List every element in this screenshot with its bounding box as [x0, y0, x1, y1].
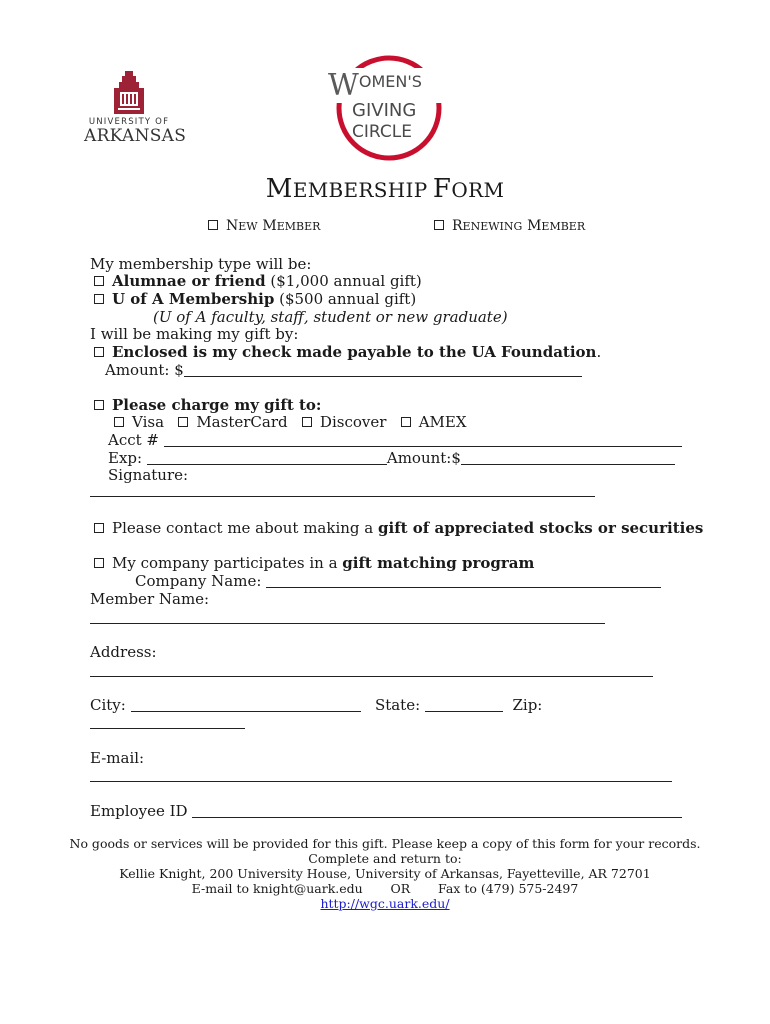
company-name-field[interactable] [266, 573, 661, 588]
website-link[interactable]: http://wgc.uark.edu/ [320, 896, 450, 911]
womens-giving-circle-logo [326, 54, 444, 162]
city-state-zip-row: City: State: Zip: [90, 696, 543, 714]
footer-or: OR [390, 881, 411, 896]
charge-option[interactable]: Please charge my gift to: [94, 396, 321, 414]
signature-field[interactable] [90, 496, 595, 497]
footer-link-row [0, 896, 770, 911]
employee-id-row: Employee ID [90, 802, 682, 820]
new-member-option[interactable]: NEW MEMBER [208, 216, 320, 236]
check-amount-row: Amount: $ [105, 361, 582, 379]
stocks-option[interactable]: Please contact me about making a gift of appreciated stocks or securities [94, 519, 703, 537]
gift-intro: I will be making my gift by: [90, 325, 299, 343]
visa-option[interactable]: Visa [114, 413, 164, 431]
charge-checkbox[interactable] [94, 400, 104, 410]
employee-id-field[interactable] [192, 803, 682, 818]
address-label: Address: [90, 643, 157, 661]
exp-field[interactable] [147, 450, 387, 465]
amex-checkbox[interactable] [401, 417, 411, 427]
visa-checkbox[interactable] [114, 417, 124, 427]
mastercard-option[interactable]: MasterCard [178, 413, 287, 431]
acct-field[interactable] [164, 432, 682, 447]
footer-disclaimer: No goods or services will be provided for this gift. Please keep a copy of this form for your records. [69, 836, 701, 851]
member-name-field[interactable] [90, 623, 605, 624]
footer-fax: Fax to (479) 575-2497 [438, 881, 579, 896]
check-option[interactable]: Enclosed is my check made payable to the UA Foundation. [94, 343, 601, 361]
member-name-label: Member Name: [90, 590, 210, 608]
wgc-line-3: CIRCLE [352, 122, 412, 142]
check-amount-field[interactable] [184, 362, 582, 377]
ua-membership-option[interactable]: U of A Membership ($500 annual gift) [94, 290, 416, 308]
wgc-line-1 [326, 68, 448, 103]
footer-contact [0, 881, 770, 896]
new-member-checkbox[interactable] [208, 220, 218, 230]
ua-logo-top-text: UNIVERSITY OF [88, 117, 170, 127]
discover-checkbox[interactable] [302, 417, 312, 427]
wgc-omens-text: OMEN'S [358, 72, 422, 91]
amex-option[interactable]: AMEX [401, 413, 467, 431]
company-name-row: Company Name: [135, 572, 661, 590]
alumnae-option[interactable]: Alumnae or friend ($1,000 annual gift) [94, 272, 422, 290]
matching-option[interactable]: My company participates in a gift matching program [94, 554, 534, 572]
matching-checkbox[interactable] [94, 558, 104, 568]
footer-return-label: Complete and return to: [308, 851, 462, 866]
ua-logo-bottom-text: ARKANSAS [84, 126, 187, 146]
old-main-tower-icon [109, 70, 149, 116]
footer-address: Kellie Knight, 200 University House, University of Arkansas, Fayetteville, AR 72701 [119, 866, 651, 881]
wgc-line-2: GIVING [352, 100, 417, 121]
mastercard-checkbox[interactable] [178, 417, 188, 427]
renewing-member-option[interactable]: RENEWING MEMBER [434, 216, 585, 236]
ua-membership-checkbox[interactable] [94, 294, 104, 304]
discover-option[interactable]: Discover [302, 413, 386, 431]
renewing-member-checkbox[interactable] [434, 220, 444, 230]
acct-row: Acct # [108, 431, 682, 449]
city-field[interactable] [131, 697, 361, 712]
email-field[interactable] [90, 781, 672, 782]
address-field[interactable] [90, 676, 653, 677]
zip-field[interactable] [90, 728, 245, 729]
wgc-w-initial: W [328, 68, 359, 103]
university-of-arkansas-logo [84, 70, 187, 146]
card-options [114, 413, 467, 431]
membership-type-intro: My membership type will be: [90, 255, 312, 273]
state-field[interactable] [425, 697, 503, 712]
footer-email: E-mail to knight@uark.edu [191, 881, 363, 896]
email-label: E-mail: [90, 749, 145, 767]
page-title: MEMBERSHIP FORM [265, 174, 505, 204]
signature-label: Signature: [108, 466, 189, 484]
exp-row: Exp: Amount:$ [108, 449, 675, 467]
check-checkbox[interactable] [94, 347, 104, 357]
stocks-checkbox[interactable] [94, 523, 104, 533]
charge-amount-field[interactable] [461, 450, 675, 465]
alumnae-checkbox[interactable] [94, 276, 104, 286]
ua-membership-note: (U of A faculty, staff, student or new graduate) [153, 308, 508, 326]
